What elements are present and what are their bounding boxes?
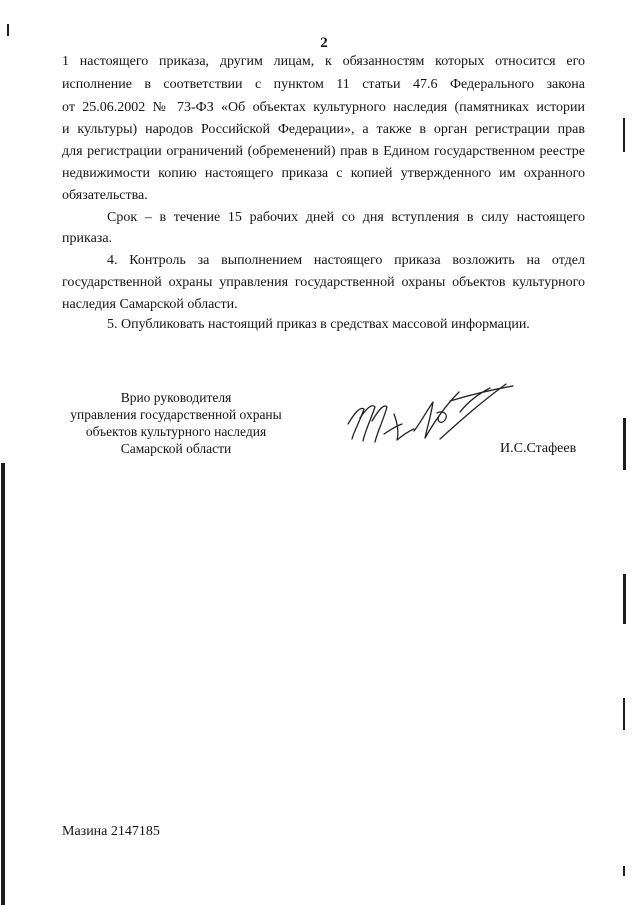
body-line: от 25.06.2002 № 73-ФЗ «Об объектах культурного наследия (памятниках истории bbox=[62, 100, 585, 115]
item-5-line: 5. Опубликовать настоящий приказ в средствах массовой информации. bbox=[107, 317, 530, 332]
scan-edge-mark bbox=[623, 574, 626, 624]
item-4-line: 4. Контроль за выполнением настоящего приказа возложить на отдел bbox=[107, 253, 585, 268]
scan-edge-mark bbox=[623, 866, 625, 876]
deadline-paragraph-line: Срок – в течение 15 рабочих дней со дня вступления в силу настоящего bbox=[107, 210, 585, 225]
scan-edge-mark bbox=[1, 463, 5, 905]
body-line: обязательства. bbox=[62, 188, 148, 203]
body-line: недвижимости копию настоящего приказа с копией утвержденного им охранного bbox=[62, 166, 585, 181]
signatory-position-line: Врио руководителя bbox=[120, 390, 232, 405]
body-line: наследия Самарской области. bbox=[62, 297, 238, 312]
body-line: для регистрации ограничений (обременений) прав в Едином государственном реестре bbox=[62, 144, 585, 159]
scan-edge-mark bbox=[7, 24, 9, 36]
scan-edge-mark bbox=[623, 418, 626, 470]
body-line: и культуры) народов Российской Федерации», а также в орган регистрации прав bbox=[62, 122, 585, 137]
body-line: приказа. bbox=[62, 231, 113, 246]
signatory-name: И.С.Стафеев bbox=[500, 441, 577, 456]
signatory-position bbox=[66, 389, 286, 457]
executor-footer: Мазина 2147185 bbox=[62, 824, 160, 839]
signatory-position-line: Самарской области bbox=[120, 441, 232, 456]
signatory-position-line: управления государственной охраны bbox=[70, 407, 282, 422]
scan-edge-mark bbox=[623, 118, 625, 152]
scan-edge-mark bbox=[623, 698, 625, 730]
body-line: 1 настоящего приказа, другим лицам, к обязанностям которых относится его bbox=[62, 54, 585, 69]
body-line: исполнение в соответствии с пунктом 11 статьи 47.6 Федерального закона bbox=[62, 77, 585, 92]
page-number: 2 bbox=[320, 35, 328, 51]
signatory-position-line: объектов культурного наследия bbox=[85, 424, 267, 439]
handwritten-signature bbox=[340, 372, 520, 448]
body-line: государственной охраны управления государственной охраны объектов культурного bbox=[62, 275, 585, 290]
